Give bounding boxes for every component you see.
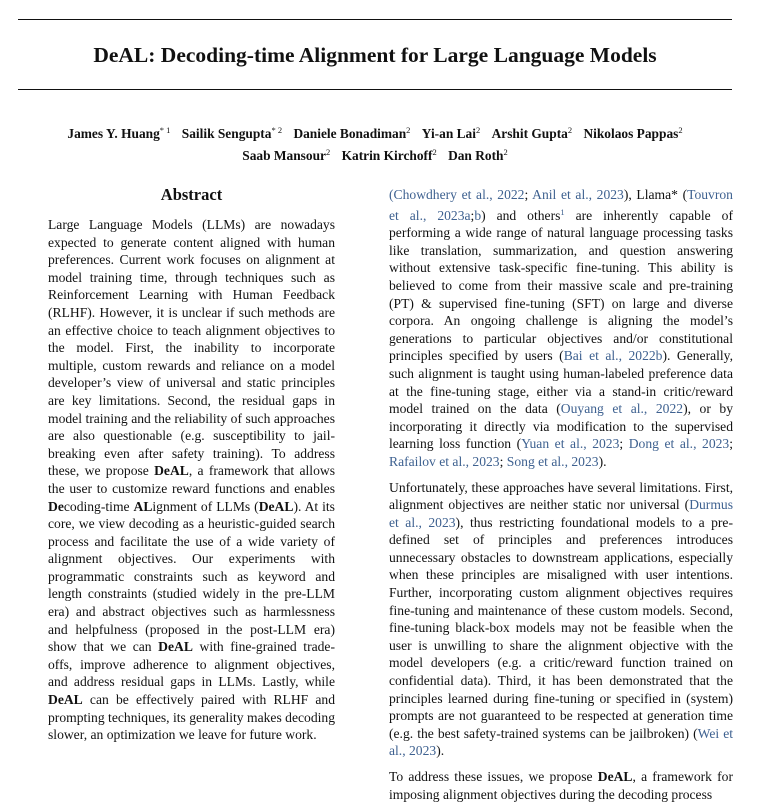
author: Katrin Kirchoff$^2$ bbox=[341, 147, 437, 163]
title-bottom-rule bbox=[18, 89, 732, 90]
citation-link[interactable]: Dong et al., 2023 bbox=[628, 436, 730, 452]
citation-link[interactable]: Rafailov et al., 2023 bbox=[389, 453, 500, 469]
intro-paragraph-1: (Chowdhery et al., 2022; Anil et al., 2023), Llama* (Touvron et al., 2023a;b) and others$^1$ are inherently capable of performing a wide range of natural language processing tasks like translation, summarization, and question answering without extensive task-specific fine-tuning. This ability is believed to come from their massive scale and pre-training (PT) & supervised fine-tuning (SFT) on large and diverse corpora. An ongoing challenge is aligning the model’s generations to particular objectives and/or constitutional principles specified by users (Bai et al., 2022b). Generally, such alignment is taught using human-labeled preference data at the fine-tuning stage, either via a stand-in critic/reward model trained on the data (Ouyang et al., 2022), or by incorporating it directly via modification to the supervised learning loss function (Yuan et al., 2023; Dong et al., 2023; Rafailov et al., 2023; Song et al., 2023). bbox=[389, 187, 733, 469]
author: Sailik Sengupta$^{* 2}$ bbox=[181, 125, 283, 141]
author: Nikolaos Pappas$^2$ bbox=[583, 125, 683, 141]
citation-link[interactable]: Wei et al., 2023 bbox=[389, 725, 734, 759]
abstract-heading: Abstract bbox=[160, 185, 223, 204]
citation-link[interactable]: Bai et al., 2022b bbox=[563, 348, 663, 364]
author: Arshit Gupta$^2$ bbox=[491, 125, 573, 141]
citation-link[interactable]: b bbox=[474, 207, 482, 223]
author-list bbox=[0, 121, 750, 165]
author: Yi-an Lai$^2$ bbox=[421, 125, 481, 141]
citation-link[interactable]: Yuan et al., 2023 bbox=[521, 436, 620, 452]
author: Dan Roth$^2$ bbox=[448, 147, 508, 163]
citation-link[interactable]: (Chowdhery et al., 2022 bbox=[389, 187, 525, 202]
abstract-body: Large Language Models (LLMs) are nowadays expected to generate content aligned with human preferences. Current work focuses on alignment at model training time, through techniques such as Reinforcement Learning with Human Feedback (RLHF). However, it is unclear if such methods are an effective choice to teach alignment objectives to the model. First, the inability to incorporate multiple, custom rewards and reliance on a model developer’s view of universal and static principles are key limitations. Second, the residual gaps in model training and the reliability of such approaches are also questionable (e.g. susceptibility to jail-breaking even after safety training). To address these, we propose DeAL, a framework that allows the user to customize reward functions and enables Decoding-time ALignment of LLMs (DeAL). At its core, we view decoding as a heuristic-guided search process and facilitate the use of a wide variety of alignment objectives. Our experiments with programmatic constraints such as keyword and length constraints (studied widely in the pre-LLM era) and abstract objectives such as harmlessness and helpfulness (proposed in the post-LLM era) show that we can DeAL with fine-grained trade-offs, improve adherence to alignment objectives, and address residual gaps in LLMs. Lastly, while DeAL can be effectively paired with RLHF and prompting techniques, its generality makes decoding slower, an optimization we leave for future work. bbox=[48, 217, 335, 743]
citation-link[interactable]: Durmus et al., 2023 bbox=[389, 497, 733, 530]
citation-link[interactable]: Song et al., 2023 bbox=[506, 453, 599, 469]
intro-column bbox=[389, 186, 733, 811]
citation-link[interactable]: Ouyang et al., 2022 bbox=[560, 401, 684, 417]
author: James Y. Huang$^{* 1}$ bbox=[67, 125, 171, 141]
title-top-rule bbox=[18, 19, 732, 20]
author: Daniele Bonadiman$^2$ bbox=[293, 125, 411, 141]
intro-paragraph-3: To address these issues, we propose DeAL, a framework for imposing alignment objectives during the decoding process bbox=[389, 769, 733, 802]
footnote-marker[interactable]: 1 bbox=[560, 206, 565, 217]
citation-link[interactable]: Anil et al., 2023 bbox=[532, 187, 624, 202]
paper-title: DeAL: Decoding-time Alignment for Large Language Models bbox=[93, 43, 657, 67]
author: Saab Mansour$^2$ bbox=[242, 147, 331, 163]
citation-link[interactable]: Touvron et al., 2023a bbox=[389, 187, 733, 223]
intro-paragraph-2: Unfortunately, these approaches have several limitations. First, alignment objectives are neither static nor universal (Durmus et al., 2023), thus restricting foundational models to a pre-defined set of principles and preferences introduces unnecessary obstacles to downstream applications, especially when these principles are misaligned with user intentions. Further, incorporating custom alignment objectives requires fine-tuning and maintenance of these custom models. Second, fine-tuning black-box models may not be feasible when the user is unwilling to share the alignment objective with the model developers (e.g. a critic/reward function trained on confidential data). Third, it has been demonstrated that the principles learned during fine-tuning or specified in (system) prompts are not guaranteed to be respected at generation time (e.g. the best safety-trained systems can be jailbroken) (Wei et al., 2023). bbox=[389, 479, 734, 759]
